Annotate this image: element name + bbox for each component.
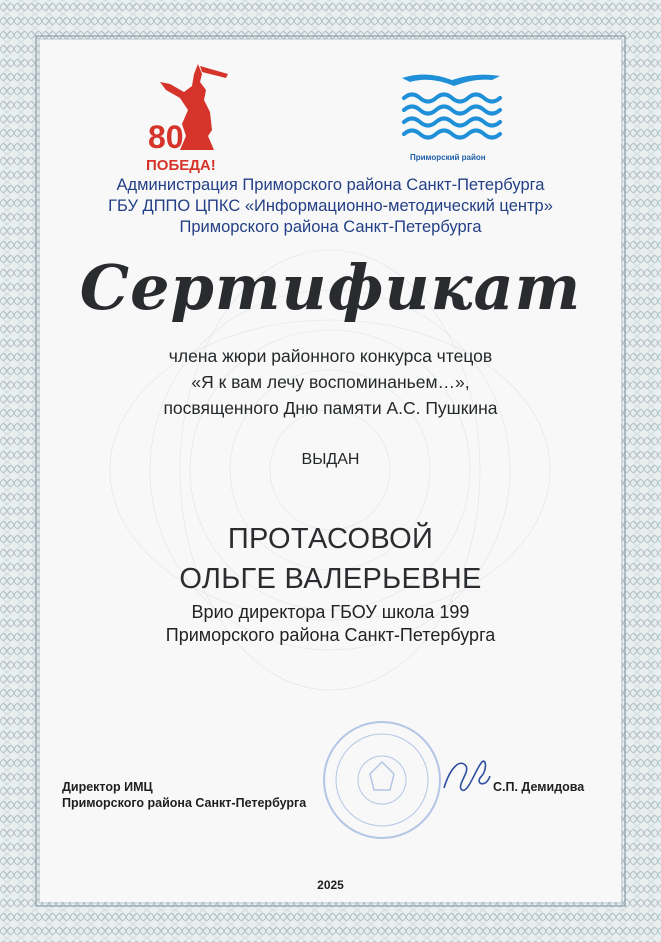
subtitle-line-2: «Я к вам лечу воспоминаньем…», — [191, 372, 470, 392]
recipient-name: ОЛЬГЕ ВАЛЕРЬЕВНЕ — [179, 563, 482, 595]
organization-line-2: ГБУ ДППО ЦПКС «Информационно-методический центр» — [108, 197, 553, 215]
recipient-surname: ПРОТАСОВОЙ — [227, 523, 434, 555]
primorsky-district-logo-icon — [396, 70, 508, 166]
subtitle-line-1: члена жюри районного конкурса чтецов — [168, 346, 493, 366]
official-stamp-icon — [320, 718, 444, 842]
certificate-year: 2025 — [317, 878, 344, 892]
logo-caption: Приморский район — [410, 153, 486, 162]
victory-80-logo-icon — [140, 60, 240, 180]
signature-icon — [436, 748, 496, 808]
organization-line-3: Приморского района Санкт-Петербурга — [179, 218, 482, 236]
organization-line-1: Администрация Приморского района Санкт-Петербурга — [116, 176, 545, 194]
issued-label: ВЫДАН — [301, 451, 360, 468]
position-line-1: Врио директора ГБОУ школа 199 — [191, 602, 470, 622]
logo-number: 80 — [148, 119, 184, 155]
certificate-title: Сертификат — [79, 251, 582, 324]
position-line-2: Приморского района Санкт-Петербурга — [165, 625, 496, 645]
signer-name: С.П. Демидова — [493, 780, 585, 794]
signer-title-line-2: Приморского района Санкт-Петербурга — [62, 796, 307, 810]
signer-title-line-1: Директор ИМЦ — [62, 780, 153, 794]
subtitle-line-3: посвященного Дню памяти А.С. Пушкина — [163, 398, 498, 418]
logo-text: ПОБЕДА! — [146, 157, 216, 174]
